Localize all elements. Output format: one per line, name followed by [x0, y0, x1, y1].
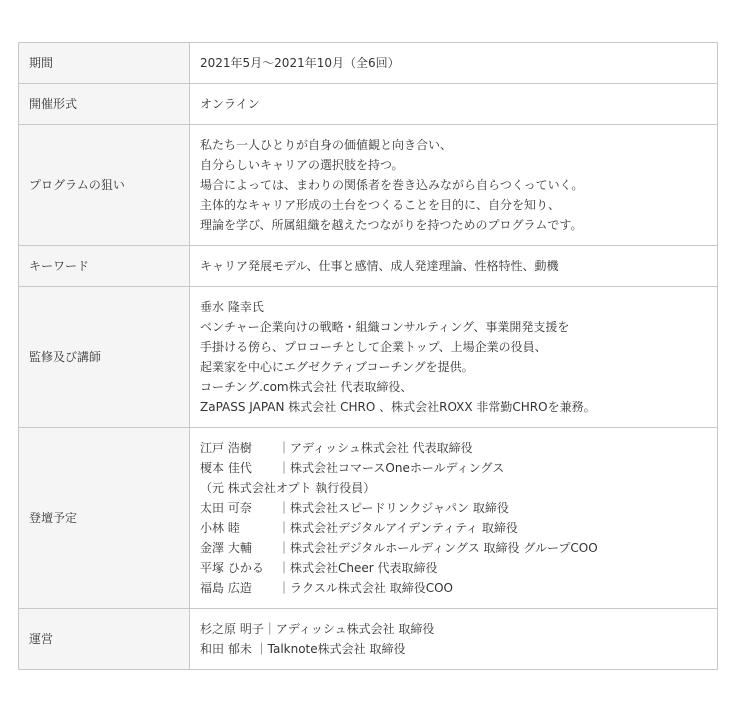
speaker-entry [200, 518, 707, 538]
row-label: キーワード [19, 246, 190, 287]
aim-line: 理論を学び、所属組織を越えたつながりを持つためのプログラムです。 [200, 218, 583, 232]
speaker-org: ラクスル株式会社 取締役COO [290, 581, 453, 595]
speaker-org: アディッシュ株式会社 代表取締役 [290, 441, 473, 455]
speaker-name: 太田 可奈 [200, 501, 252, 515]
row-value [190, 246, 718, 287]
row-value [190, 287, 718, 428]
speaker-name: 江戸 浩樹 [200, 441, 252, 455]
row-label: プログラムの狙い [19, 125, 190, 246]
speaker-separator: ｜ [278, 541, 291, 555]
speaker-note: （元 株式会社オプト 執行役員） [200, 481, 376, 495]
aim-line: 私たち一人ひとりが自身の価値観と向き合い、 [200, 138, 453, 152]
speaker-org: 株式会社Cheer 代表取締役 [290, 561, 438, 575]
speaker-separator: ｜ [278, 501, 291, 515]
row-label: 運営 [19, 609, 190, 670]
row-label: 開催形式 [19, 84, 190, 125]
supervisor-line: 手掛ける傍ら、プロコーチとして企業トップ、上場企業の役員、 [200, 340, 547, 354]
supervisor-line: コーチング.com株式会社 代表取締役、 [200, 380, 413, 394]
aim-line: 主体的なキャリア形成の土台をつくることを目的に、自分を知り、 [200, 198, 561, 212]
row-supervisor [19, 287, 718, 428]
speaker-separator: ｜ [278, 461, 291, 475]
supervisor-line: 起業家を中心にエグゼクティブコーチングを提供。 [200, 360, 474, 374]
speaker-separator: ｜ [278, 581, 291, 595]
row-format [19, 84, 718, 125]
speaker-name: 福島 広造 [200, 581, 252, 595]
speaker-entry [200, 538, 707, 558]
speaker-separator: ｜ [278, 521, 291, 535]
speaker-name: 金澤 大輔 [200, 541, 252, 555]
row-operation [19, 609, 718, 670]
supervisor-line: ベンチャー企業向けの戦略・組織コンサルティング、事業開発支援を [200, 320, 570, 334]
row-label: 監修及び講師 [19, 287, 190, 428]
speaker-separator: ｜ [278, 441, 291, 455]
row-value [190, 84, 718, 125]
operator-line: 和田 郁未 ｜Talknote株式会社 取締役 [200, 642, 406, 656]
keywords-text: キャリア発展モデル、仕事と感情、成人発達理論、性格特性、動機 [200, 259, 559, 273]
period-text: 2021年5月〜2021年10月（全6回） [200, 56, 400, 70]
row-value [190, 609, 718, 670]
speaker-entry [200, 558, 707, 578]
speaker-org: 株式会社コマースOneホールディングス [290, 461, 505, 475]
row-label: 登壇予定 [19, 428, 190, 609]
row-value [190, 428, 718, 609]
speaker-name: 小林 睦 [200, 521, 240, 535]
speaker-entry [200, 578, 707, 598]
row-keywords [19, 246, 718, 287]
row-label: 期間 [19, 43, 190, 84]
row-value [190, 125, 718, 246]
program-info-table [18, 42, 718, 670]
speaker-entry [200, 498, 707, 518]
speaker-name: 平塚 ひかる [200, 561, 264, 575]
speaker-separator: ｜ [278, 561, 291, 575]
supervisor-line: 垂水 隆幸氏 [200, 300, 264, 314]
operator-line: 杉之原 明子｜アディッシュ株式会社 取締役 [200, 622, 435, 636]
row-aim [19, 125, 718, 246]
format-text: オンライン [200, 97, 260, 111]
speaker-org: 株式会社デジタルホールディングス 取締役 グループCOO [290, 541, 598, 555]
speaker-entry [200, 458, 707, 478]
supervisor-line: ZaPASS JAPAN 株式会社 CHRO 、株式会社ROXX 非常勤CHROを兼務。 [200, 400, 596, 414]
row-period [19, 43, 718, 84]
speaker-name: 榎本 佳代 [200, 461, 252, 475]
speaker-org: 株式会社デジタルアイデンティティ 取締役 [290, 521, 518, 535]
aim-line: 自分らしいキャリアの選択肢を持つ。 [200, 158, 404, 172]
speaker-entry [200, 438, 707, 458]
speaker-org: 株式会社スピードリンクジャパン 取締役 [290, 501, 509, 515]
row-value [190, 43, 718, 84]
row-speakers [19, 428, 718, 609]
aim-line: 場合によっては、まわりの関係者を巻き込みながら自らつくっていく。 [200, 178, 584, 192]
